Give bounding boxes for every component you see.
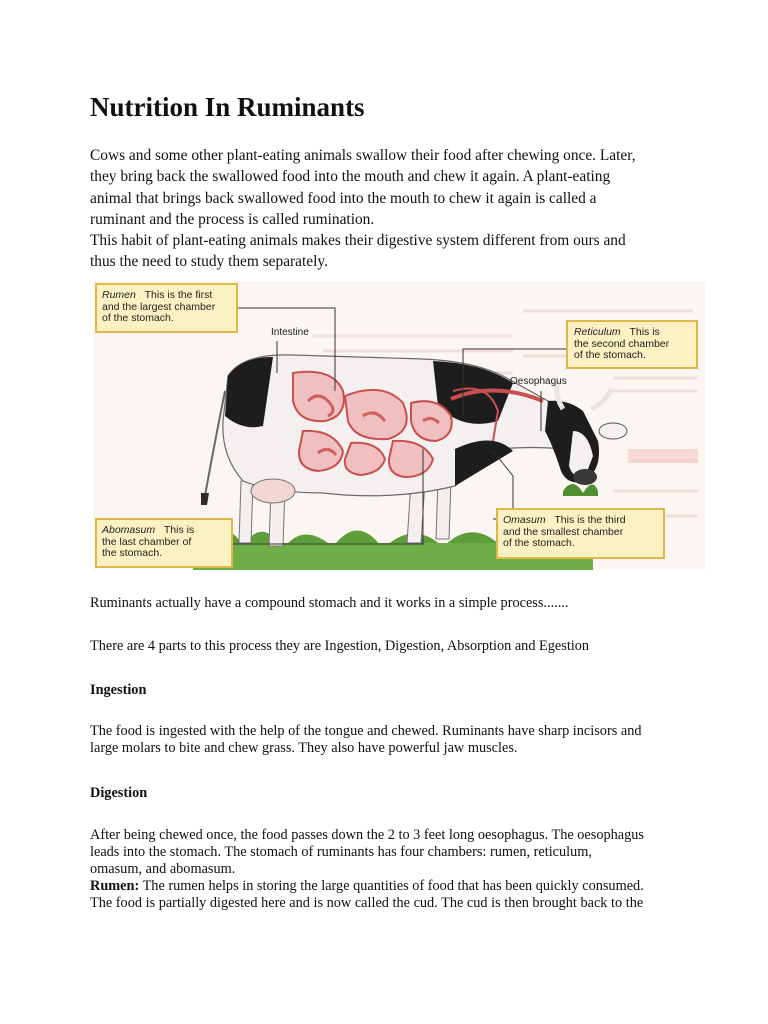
callout-text: This is the first [144, 289, 213, 301]
paragraph-line: The food is ingested with the help of the tongue and chewed. Ruminants have sharp incisors and [90, 723, 642, 739]
callout-text: This is [629, 326, 660, 338]
callout-text: This is [163, 524, 195, 536]
rumen-text: The rumen helps in storing the large quantities of food that has been quickly consumed. [139, 878, 644, 894]
callout-text: the last chamber of [102, 535, 192, 548]
intro-line: This habit of plant-eating animals makes their digestive system different from ours and [90, 232, 626, 249]
intro-line: thus the need to study them separately. [90, 253, 328, 271]
callout-name: Abomasum [102, 524, 156, 536]
callout-text: the stomach. [102, 547, 163, 559]
intro-line: animal that brings back swallowed food into the mouth to chew it again is called a [90, 189, 597, 207]
ingestion-heading: Ingestion [90, 682, 147, 698]
compound-stomach-text: Ruminants actually have a compound stomach and it works in a simple process....... [90, 595, 569, 611]
rumen-term: Rumen: [90, 878, 140, 894]
callout-text: and the smallest chamber [503, 525, 624, 538]
ruminant-diagram [93, 281, 705, 570]
paragraph-line: The food is partially digested here and is now called the cud. The cud is then brought back to the [90, 895, 644, 911]
paragraph-line: leads into the stomach. The stomach of ruminants has four chambers: rumen, reticulum, [90, 844, 592, 860]
paragraph-line: omasum, and abomasum. [90, 861, 236, 877]
intro-paragraph-2 [90, 230, 682, 273]
callout-text: of the stomach. [503, 537, 575, 549]
intro-line: ruminant and the process is called rumination. [90, 210, 375, 228]
digestion-heading: Digestion [90, 785, 148, 801]
paragraph-line: large molars to bite and chew grass. They also have powerful jaw muscles. [90, 740, 518, 756]
callout-text: and the largest chamber [102, 300, 216, 313]
callout-text: This is the third [554, 514, 626, 526]
page-title: Nutrition In Ruminants [90, 92, 365, 122]
abomasum-callout [102, 525, 194, 560]
callout-name: Rumen [102, 289, 136, 301]
paragraph-line: After being chewed once, the food passes down the 2 to 3 feet long oesophagus. The oesophagus [90, 827, 644, 843]
callout-name: Reticulum [574, 326, 621, 338]
oesophagus-label: Oesophagus [510, 376, 567, 387]
callout-name: Omasum [503, 514, 546, 526]
reticulum-callout [574, 327, 669, 362]
process-parts-text: There are 4 parts to this process they are Ingestion, Digestion, Absorption and Egestion [90, 638, 590, 654]
callout-text: the second chamber [574, 337, 670, 350]
ingestion-paragraph [90, 723, 690, 757]
callout-text: of the stomach. [102, 312, 174, 324]
callout-text: of the stomach. [574, 349, 646, 361]
intro-paragraph [90, 145, 682, 230]
intro-line: they bring back the swallowed food into the mouth and chew it again. A plant-eating [90, 168, 611, 186]
intestine-label: Intestine [271, 327, 309, 338]
omasum-callout [503, 515, 626, 550]
digestion-paragraph [90, 827, 690, 912]
intro-line: Cows and some other plant-eating animals swallow their food after chewing once. Later, [90, 147, 636, 164]
rumen-callout [102, 290, 215, 325]
